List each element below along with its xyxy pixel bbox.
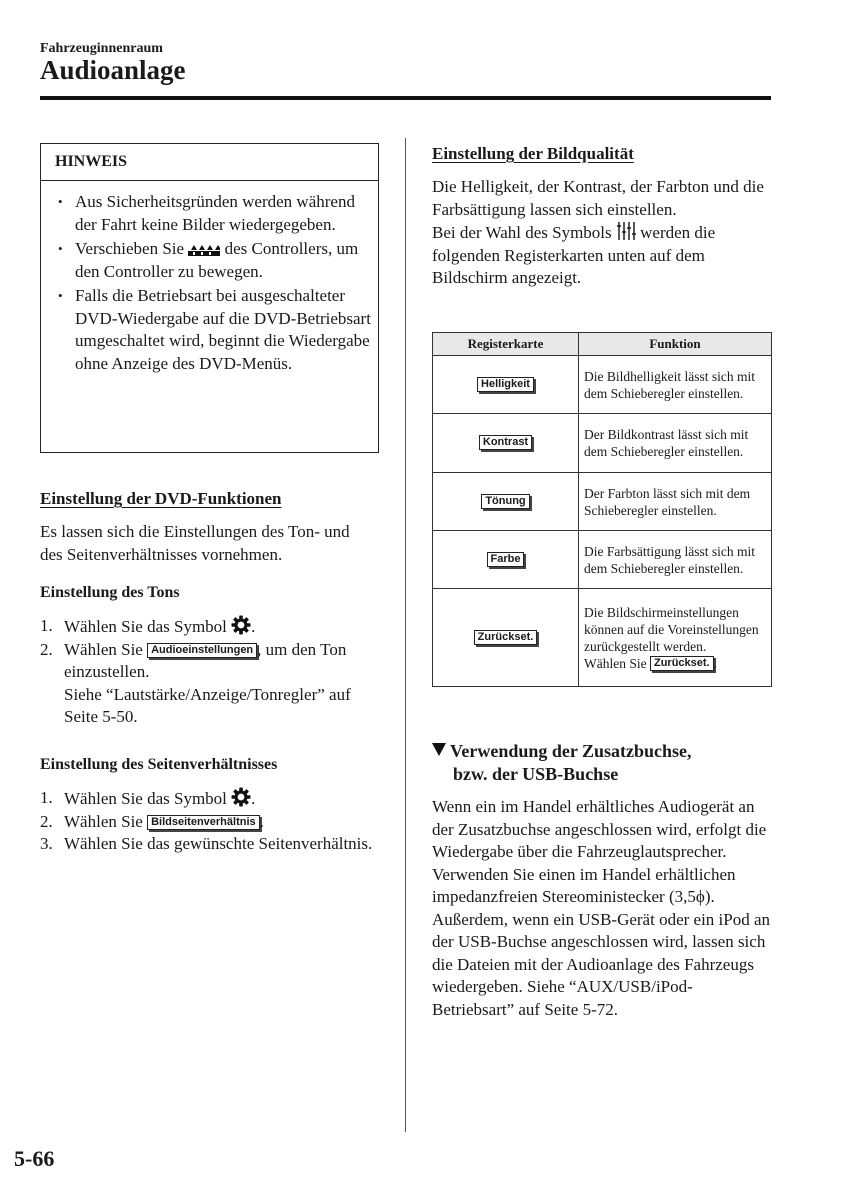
table-row — [433, 356, 772, 414]
gear-icon — [231, 787, 251, 807]
tab-contrast: Kontrast — [479, 435, 532, 450]
aux-heading — [432, 740, 692, 786]
tab-reset: Zurückset. — [474, 630, 538, 645]
table-header-row — [433, 333, 772, 356]
table-cell: Der Bildkontrast lässt sich mit dem Schieberegler einstellen. — [579, 414, 772, 473]
aux-heading-line: bzw. der USB-Buchse — [453, 764, 619, 784]
header-rule — [40, 96, 771, 100]
column-header: Registerkarte — [433, 333, 579, 356]
aux-paragraph: ). — [704, 887, 715, 906]
quality-text — [432, 176, 770, 290]
quality-paragraph: Die Helligkeit, der Kontrast, der Farbton und die Farbsättigung lassen sich einstellen. — [432, 177, 764, 219]
step-item — [40, 639, 375, 729]
step-text: . — [259, 811, 264, 831]
aux-paragraph: Wenn ein im Handel erhältliches Audiogerät an der Zusatzbuchse angeschlossen wird, erfolgt die Wiedergabe über die Fahrzeuglautsprecher. Verwenden Sie einen im Handel erhältlichen impedanzfreien Stereoministecker (3,5 — [432, 797, 767, 906]
step-item — [40, 615, 375, 639]
aux-paragraph: Außerdem, wenn ein USB-Gerät oder ein iPod an der USB-Buchse angeschlossen wird, lassen sich die Dateien mit der Audioanlage des Fahrzeugs wiedergeben. Siehe “AUX/USB/iPod-Betriebsart” auf Seite 5-72. — [432, 909, 771, 1019]
page-number: 5-66 — [14, 1146, 55, 1171]
step-text: Wählen Sie das gewünschte Seitenverhältnis. — [64, 834, 373, 853]
step-item — [40, 787, 375, 811]
aspect-heading: Einstellung des Seitenverhältnisses — [40, 756, 278, 773]
step-text: Wählen Sie — [64, 639, 143, 659]
dvd-heading: Einstellung der DVD-Funktionen — [40, 489, 282, 508]
note-text: Falls die Betriebsart bei ausgeschalteter DVD-Wiedergabe auf die DVD-Betriebsart umgeschaltet wird, beginnt die Wiedergabe ohne Anzeige des DVD-Menüs. — [75, 286, 371, 373]
note-text: Aus Sicherheitsgründen werden während der Fahrt keine Bilder wiedergegeben. — [75, 192, 355, 234]
tab-brightness: Helligkeit — [477, 377, 534, 392]
note-item — [55, 191, 373, 236]
function-text: . — [713, 655, 717, 671]
aux-text — [432, 796, 774, 1021]
table-cell: Die Farbsättigung lässt sich mit dem Schieberegler einstellen. — [579, 531, 772, 589]
table-cell — [433, 531, 579, 589]
table-cell: Die Bildhelligkeit lässt sich mit dem Schieberegler einstellen. — [579, 356, 772, 414]
table-cell — [433, 414, 579, 473]
step-text: Wählen Sie — [64, 811, 143, 831]
table-cell: Der Farbton lässt sich mit dem Schieberegler einstellen. — [579, 473, 772, 531]
step-number: 2. — [40, 811, 53, 831]
tone-steps — [40, 615, 375, 729]
triangle-marker-icon — [432, 743, 446, 756]
step-text: . — [251, 789, 256, 808]
step-item — [40, 811, 375, 834]
step-text: . — [251, 617, 256, 636]
step-text: Wählen Sie das Symbol — [64, 789, 227, 808]
table-row — [433, 531, 772, 589]
page-title: Audioanlage — [40, 55, 186, 85]
step-item — [40, 833, 375, 856]
function-text: Die Bildschirmeinstellungen können auf die Voreinstellungen zurückgestellt werden. — [584, 604, 759, 654]
note-heading: HINWEIS — [55, 153, 128, 170]
tab-color: Farbe — [487, 552, 525, 567]
column-divider — [405, 138, 406, 1132]
step-number: 2. — [40, 639, 53, 659]
quality-paragraph: Bei der Wahl des Symbols — [432, 223, 612, 242]
step-reference: Siehe “Lautstärke/Anzeige/Tonregler” auf Seite 5-50. — [64, 684, 351, 726]
note-header — [41, 144, 378, 181]
step-number: 1. — [40, 788, 53, 807]
quality-paragraph: werden die folgenden Registerkarten unten auf dem Bildschirm angezeigt. — [432, 223, 716, 287]
table-cell — [433, 356, 579, 414]
step-text: , um den Ton einzustellen. — [64, 639, 347, 681]
note-text: Verschieben Sie — [75, 239, 185, 258]
table-row — [433, 473, 772, 531]
diameter-symbol: ϕ — [695, 887, 705, 906]
controller-arrows-icon — [188, 243, 220, 257]
note-item — [55, 238, 373, 283]
note-item — [55, 285, 373, 375]
table-cell — [579, 589, 772, 687]
step-number: 3. — [40, 834, 53, 853]
equalizer-icon — [616, 221, 636, 241]
table-cell — [433, 473, 579, 531]
step-text: Wählen Sie das Symbol — [64, 617, 227, 636]
quality-heading: Einstellung der Bildqualität — [432, 144, 634, 163]
function-text: Wählen Sie — [584, 655, 647, 671]
tab-tint: Tönung — [481, 494, 529, 509]
step-number: 1. — [40, 616, 53, 635]
register-table — [432, 332, 772, 687]
aspect-steps — [40, 787, 375, 856]
gear-icon — [231, 615, 251, 635]
section-label: Fahrzeuginnenraum — [40, 41, 163, 56]
aspect-ratio-button: Bildseitenverhältnis — [147, 815, 260, 830]
dvd-intro: Es lassen sich die Einstellungen des Ton- und des Seitenverhältnisses vornehmen. — [40, 522, 350, 564]
column-header: Funktion — [579, 333, 772, 356]
table-row — [433, 589, 772, 687]
note-text: des Controllers, um den Controller zu bewegen. — [75, 239, 359, 281]
note-box — [40, 143, 379, 453]
table-row — [433, 414, 772, 473]
note-list — [55, 191, 373, 377]
tone-heading: Einstellung des Tons — [40, 584, 180, 601]
reset-button: Zurückset. — [650, 656, 714, 671]
table-cell — [433, 589, 579, 687]
audio-settings-button: Audioeinstellungen — [147, 643, 257, 658]
aux-heading-line: Verwendung der Zusatzbuchse, — [450, 741, 692, 761]
